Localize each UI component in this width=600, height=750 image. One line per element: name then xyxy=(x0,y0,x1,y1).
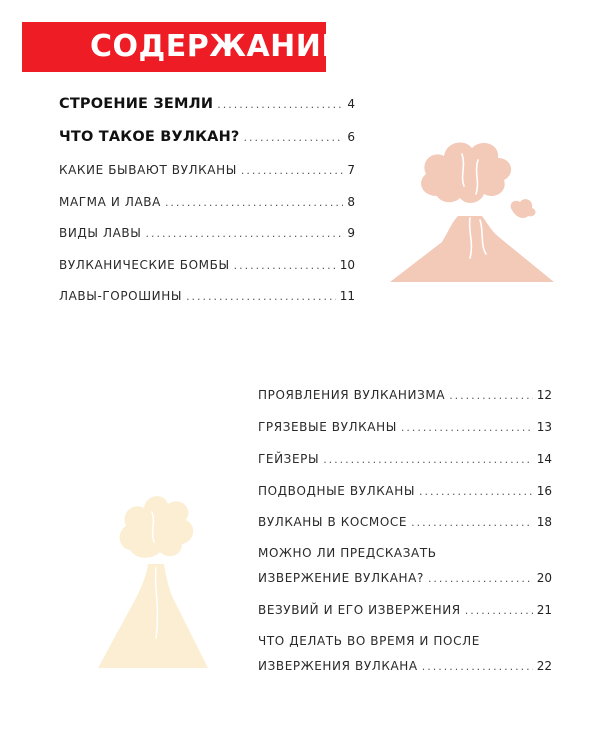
toc-leader-dots xyxy=(449,390,533,401)
toc-leader-dots xyxy=(186,291,336,302)
toc-item-label: ПОДВОДНЫЕ ВУЛКАНЫ xyxy=(258,484,416,498)
toc-item-page: 13 xyxy=(536,420,552,434)
toc-item[interactable] xyxy=(59,96,355,112)
toc-leader-dots xyxy=(241,165,343,176)
toc-item-label-line1[interactable]: ЧТО ДЕЛАТЬ ВО ВРЕМЯ И ПОСЛЕ xyxy=(258,634,480,648)
toc-item-label: ВИДЫ ЛАВЫ xyxy=(59,226,142,240)
toc-item-page: 18 xyxy=(536,515,552,529)
toc-item-page: 8 xyxy=(347,195,355,209)
toc-item-label: МАГМА И ЛАВА xyxy=(59,195,161,209)
toc-item-page: 20 xyxy=(536,571,552,585)
toc-item-label: КАКИЕ БЫВАЮТ ВУЛКАНЫ xyxy=(59,163,237,177)
toc-item[interactable] xyxy=(258,484,552,498)
toc-leader-dots xyxy=(165,197,343,208)
toc-leader-dots xyxy=(465,605,533,616)
toc-item-page: 7 xyxy=(347,163,355,177)
toc-item[interactable] xyxy=(59,258,355,272)
toc-leader-dots xyxy=(411,517,533,528)
toc-item-label: ПРОЯВЛЕНИЯ ВУЛКАНИЗМА xyxy=(258,388,446,402)
toc-item-page: 11 xyxy=(339,289,355,303)
toc-item-label: ГРЯЗЕВЫЕ ВУЛКАНЫ xyxy=(258,420,397,434)
toc-leader-dots xyxy=(422,661,533,672)
toc-item-page: 9 xyxy=(347,226,355,240)
toc-item[interactable] xyxy=(59,163,355,177)
toc-leader-dots xyxy=(428,573,533,584)
toc-item[interactable] xyxy=(258,452,552,466)
toc-item[interactable] xyxy=(258,659,552,673)
volcano-top-icon xyxy=(382,124,557,289)
toc-item[interactable] xyxy=(258,515,552,529)
toc-item[interactable] xyxy=(258,571,552,585)
toc-item[interactable] xyxy=(59,226,355,240)
toc-item-label: ИЗВЕРЖЕНИЕ ВУЛКАНА? xyxy=(258,571,424,585)
toc-item-page: 10 xyxy=(339,258,355,272)
toc-item-page: 14 xyxy=(536,452,552,466)
toc-leader-dots xyxy=(234,260,336,271)
toc-item-page: 22 xyxy=(536,659,552,673)
toc-item-page: 12 xyxy=(536,388,552,402)
toc-item-label: ВУЛКАНЫ В КОСМОСЕ xyxy=(258,515,408,529)
toc-item-label: ЛАВЫ-ГОРОШИНЫ xyxy=(59,289,183,303)
toc-item-label: ИЗВЕРЖЕНИЯ ВУЛКАНА xyxy=(258,659,418,673)
toc-item[interactable] xyxy=(59,129,355,145)
toc-item[interactable] xyxy=(258,603,552,617)
volcano-bottom-icon xyxy=(90,468,220,673)
toc-item[interactable] xyxy=(59,289,355,303)
page-title: СОДЕРЖАНИЕ xyxy=(90,29,343,64)
toc-leader-dots xyxy=(217,99,343,110)
toc-item-label: ВЕЗУВИЙ И ЕГО ИЗВЕРЖЕНИЯ xyxy=(258,603,461,617)
toc-item-label: СТРОЕНИЕ ЗЕМЛИ xyxy=(59,96,214,112)
toc-item-page: 16 xyxy=(536,484,552,498)
toc-leader-dots xyxy=(145,228,343,239)
toc-item-page: 21 xyxy=(536,603,552,617)
toc-item-label: ВУЛКАНИЧЕСКИЕ БОМБЫ xyxy=(59,258,230,272)
toc-leader-dots xyxy=(323,454,533,465)
toc-item-label-line1[interactable]: МОЖНО ЛИ ПРЕДСКАЗАТЬ xyxy=(258,546,437,560)
toc-leader-dots xyxy=(244,132,344,143)
heading-banner xyxy=(22,22,343,72)
toc-item[interactable] xyxy=(59,195,355,209)
toc-leader-dots xyxy=(419,486,533,497)
toc-item-label: ЧТО ТАКОЕ ВУЛКАН? xyxy=(59,129,240,145)
toc-item-page: 4 xyxy=(347,97,355,111)
toc-item[interactable] xyxy=(258,420,552,434)
toc-item-page: 6 xyxy=(347,130,355,144)
toc-item-label: ГЕЙЗЕРЫ xyxy=(258,452,320,466)
toc-item[interactable] xyxy=(258,388,552,402)
toc-leader-dots xyxy=(401,422,533,433)
